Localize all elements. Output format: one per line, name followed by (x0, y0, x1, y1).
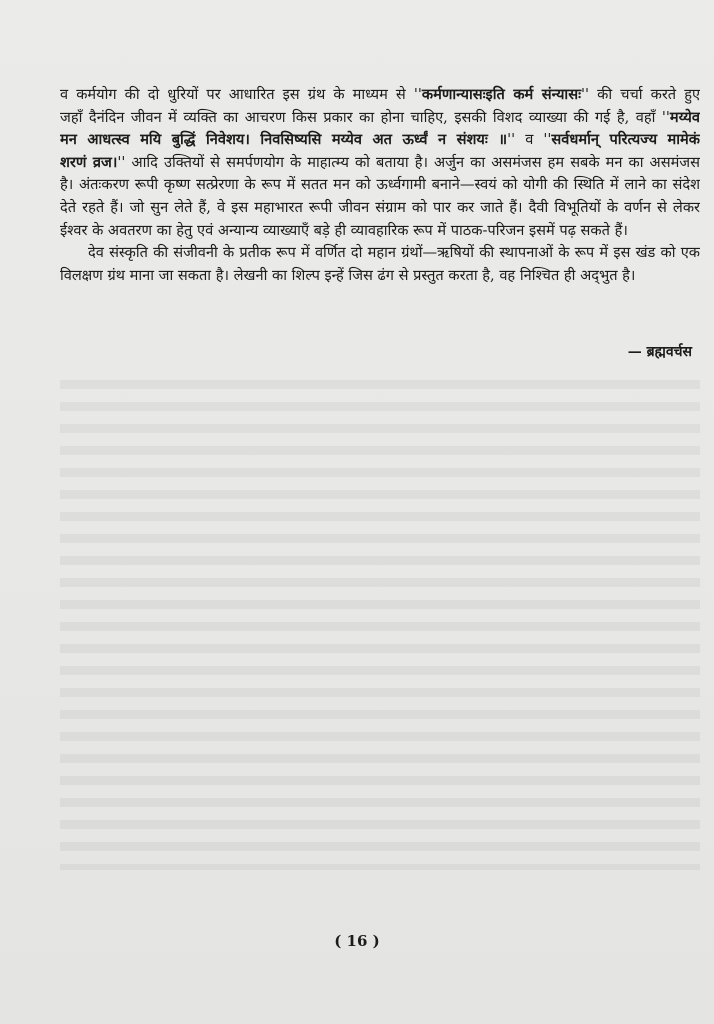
sanskrit-quote: शरणं व्रज। (60, 153, 118, 171)
text-line: देव संस्कृति की संजीवनी के प्रतीक रूप में वर्णित दो महान ग्रंथों—ऋषियों की स्थापनाओं के रूप में इस खंड को एक (88, 244, 700, 262)
text-line: विलक्षण ग्रंथ माना जा सकता है। लेखनी का शिल्प इन्हें जिस ढंग से प्रस्तुत करता है, वह निश्चित ही अद्‌भुत है। (60, 266, 636, 284)
text-line (60, 152, 700, 175)
text-run: '' व '' (507, 131, 552, 149)
bleed-through-text (60, 380, 700, 870)
sanskrit-quote: कर्मणान्यासःइति कर्म संन्यासः (421, 86, 582, 103)
signature: — ब्रह्मवर्चस (627, 344, 692, 360)
sanskrit-quote: मन आधत्स्व मयि बुद्धिं निवेशय। निवसिष्यसि मय्येव अत ऊर्ध्वं न संशयः ॥ (60, 131, 508, 149)
text-line: है। अंतःकरण रूपी कृष्ण सत्प्रेरणा के रूप में सतत मन को ऊर्ध्वगामी बनाने—स्वयं को योगी की स्थिति में लाने का संदेश (60, 176, 700, 194)
text-line: ईश्वर के अवतरण का हेतु एवं अन्यान्य व्याख्याएँ बड़े ही व्यावहारिक रूप में पाठक-परिजन इसमें पढ़ सकते हैं। (60, 221, 628, 239)
text-line (60, 129, 700, 152)
sanskrit-quote: सर्वधर्मान् परित्यज्य मामेकं (551, 131, 700, 149)
text-line (60, 84, 700, 107)
text-line: देते रहते हैं। जो सुन लेते हैं, वे इस महाभारत रूपी जीवन संग्राम को पार कर जाते हैं। दैवी विभूतियों के वर्णन से लेकर (60, 198, 700, 216)
text-run: '' आदि उक्तियों से समर्पणयोग के माहात्म्य को बताया है। अर्जुन का असमंजस हम सबके मन का असमंजस (117, 153, 700, 171)
text-line (60, 107, 700, 130)
body-text (60, 84, 700, 287)
text-run: व कर्मयोग की दो धुरियों पर आधारित इस ग्रंथ के माध्यम से '' (60, 86, 422, 103)
text-run: जहाँ दैनंदिन जीवन में व्यक्ति का आचरण किस प्रकार का होना चाहिए, इसकी विशद व्याख्या की गई है, वहाँ '' (60, 108, 670, 126)
page-number: ( 16 ) (334, 932, 380, 950)
sanskrit-quote: मय्येव (669, 108, 700, 126)
text-run: '' की चर्चा करते हुए (581, 86, 700, 103)
